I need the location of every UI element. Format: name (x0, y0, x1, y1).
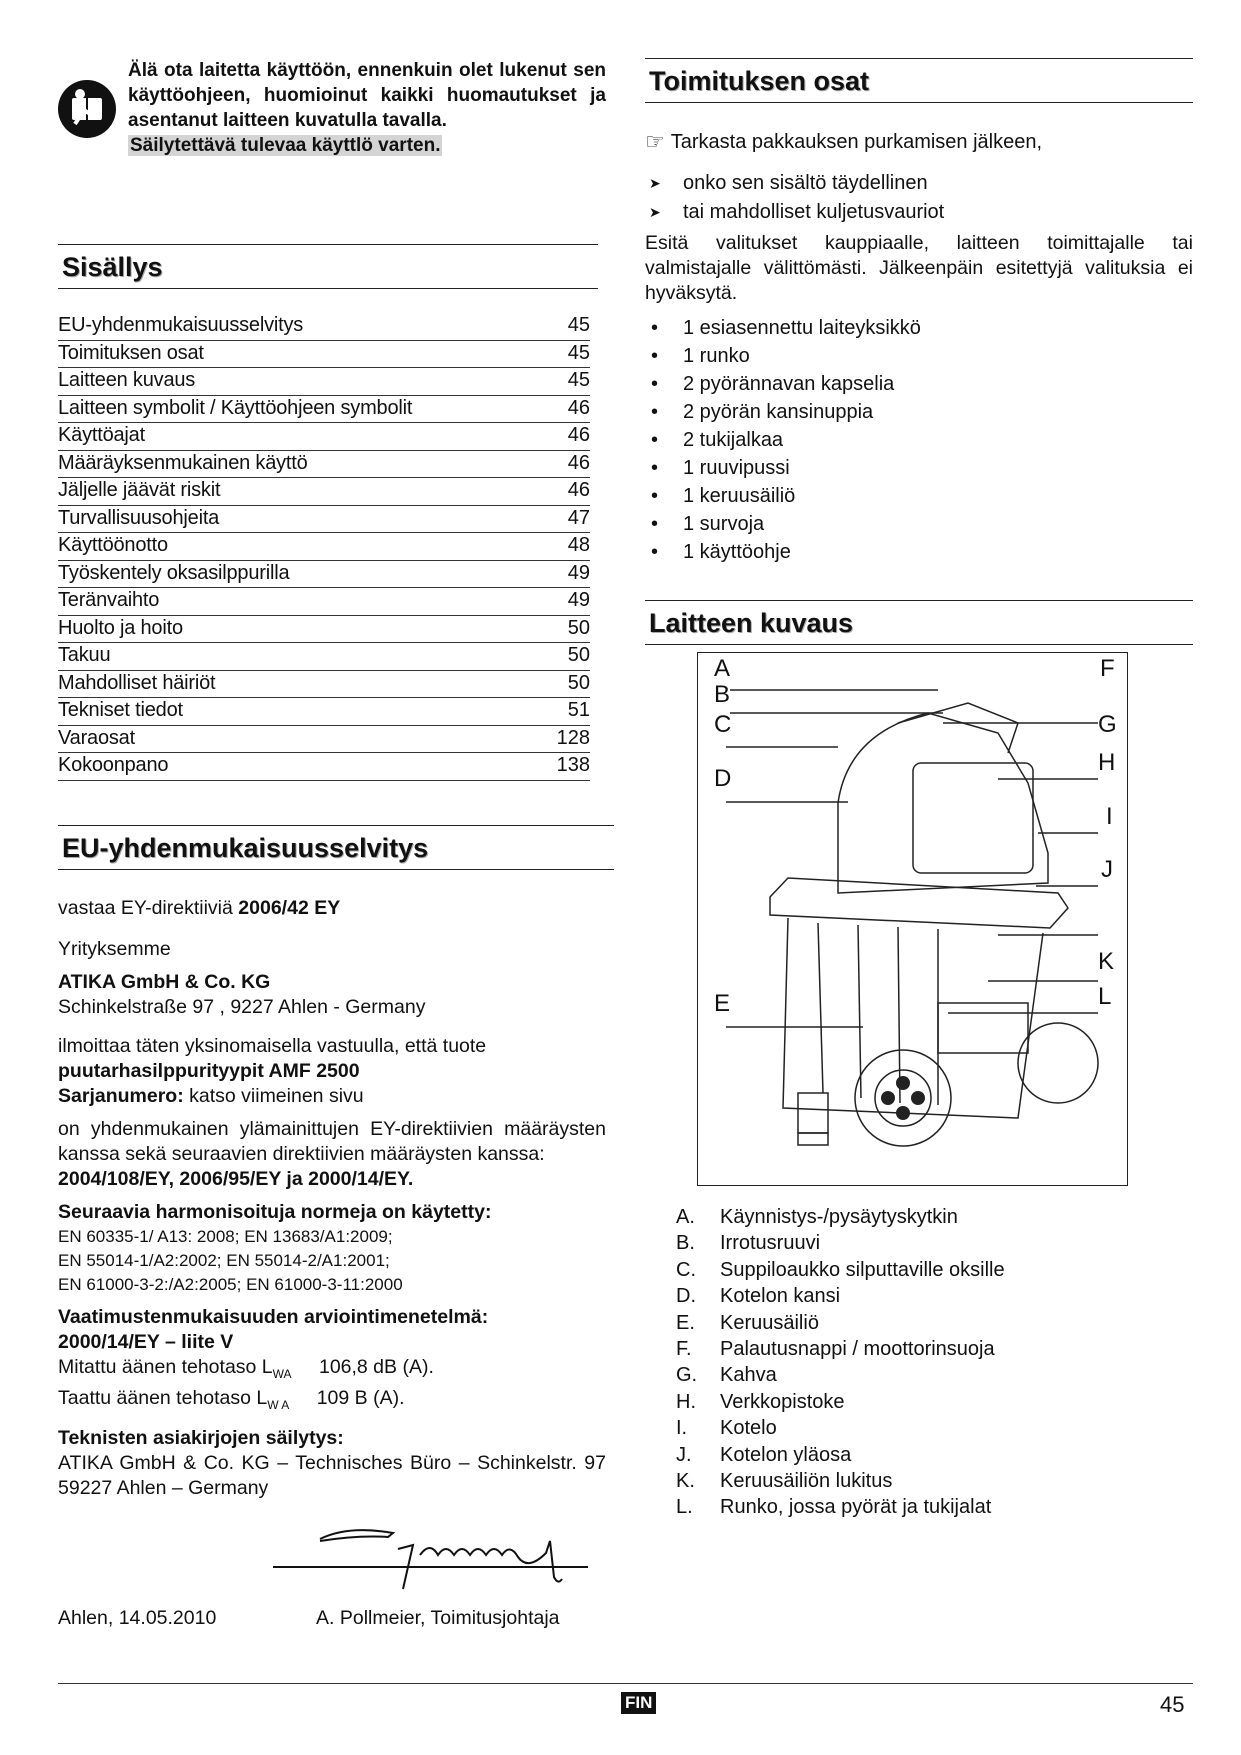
docs-title: Teknisten asiakirjojen säilytys: (58, 1427, 344, 1450)
toc-row[interactable]: Jäljelle jäävät riskit 46 (58, 478, 590, 506)
check-line (645, 129, 1193, 155)
figure-legend (676, 1204, 1005, 1521)
footer-divider (58, 1683, 1193, 1684)
figure-label-h: H (1098, 749, 1116, 776)
toc-row[interactable]: Tekniset tiedot 51 (58, 698, 590, 726)
table-of-contents (58, 313, 590, 781)
shredder-illustration (698, 653, 1129, 1187)
language-badge: FIN (621, 1692, 656, 1714)
read-manual-icon (58, 80, 116, 138)
description-heading: Laitteen kuvaus (645, 600, 1193, 645)
signature-image (58, 1501, 606, 1597)
figure-label-f: F (1100, 655, 1115, 682)
measured-level: Mitattu äänen tehotaso $L_{WA}$ 106,8 dB (A). (58, 1355, 434, 1381)
list-item: D. Kotelon kansi (676, 1285, 841, 1308)
guaranteed-level: Taattu äänen tehotaso $L_{W A}$ 109 B (A). (58, 1387, 405, 1413)
toc-row[interactable]: Käyttöönotto 48 (58, 533, 590, 561)
norms-line: EN 60335-1/ A13: 2008; EN 13683/A1:2009; (58, 1226, 393, 1246)
list-item: B. Irrotusruuvi (676, 1232, 821, 1255)
list-item: L. Runko, jossa pyörät ja tukijalat (676, 1496, 992, 1519)
warning-keep-note: Säilytettävä tulevaa käyttlö varten. (130, 135, 441, 156)
method-value: 2000/14/EY – liite V (58, 1330, 234, 1353)
toc-row[interactable]: Laitteen kuvaus 45 (58, 368, 590, 396)
company-name: ATIKA GmbH & Co. KG (58, 970, 271, 993)
list-item: • 1 ruuvipussi (645, 454, 1193, 482)
figure-label-i: I (1106, 803, 1113, 830)
norms-line: EN 61000-3-2:/A2:2005; EN 61000-3-11:2000 (58, 1274, 403, 1294)
warning-line: Älä ota laitetta käyttöön, ennenkuin olet lukenut sen käyttöohjeen, huomioinut kaikki huomautukset ja asentanut laitteen kuvatulla tavalla. (128, 60, 606, 131)
conform-text: on yhdenmukainen ylämainittujen EY-direktiivien määräysten kanssa sekä seuraavien direktiivien määräysten kanssa: (58, 1117, 606, 1165)
list-item: ➤ tai mahdolliset kuljetusvauriot (645, 198, 1193, 227)
warning-block (58, 58, 606, 168)
place-date: Ahlen, 14.05.2010 (58, 1607, 217, 1630)
delivery-items (645, 314, 1193, 566)
list-item: • 1 käyttöohje (645, 538, 1193, 566)
list-item: • 2 tukijalkaa (645, 426, 1193, 454)
figure-label-a: A (714, 655, 731, 682)
delivery-heading: Toimituksen osat (645, 58, 1193, 103)
list-item: • 1 keruusäiliö (645, 482, 1193, 510)
toc-row[interactable]: Varaosat 128 (58, 726, 590, 754)
list-item: J. Kotelon yläosa (676, 1443, 852, 1466)
signature (58, 1501, 606, 1597)
toc-row[interactable]: Huolto ja hoito 50 (58, 616, 590, 644)
norms-title: Seuraavia harmonisoituja normeja on käytetty: (58, 1200, 492, 1223)
list-item: G. Kahva (676, 1364, 777, 1387)
company-address: Schinkelstraße 97 , 9227 Ahlen - Germany (58, 995, 426, 1018)
toc-row[interactable]: Teränvaihto 49 (58, 588, 590, 616)
product-name: puutarhasilppurityypit AMF 2500 (58, 1059, 360, 1082)
list-item: • 1 runko (645, 342, 1193, 370)
figure-label-d: D (714, 765, 732, 792)
toc-row[interactable]: Määräyksenmukainen käyttö 46 (58, 451, 590, 479)
figure-label-j: J (1101, 856, 1113, 883)
figure-label-b: B (714, 681, 731, 708)
declare-text: ilmoittaa täten yksinomaisella vastuulla, että tuote (58, 1034, 487, 1057)
list-item: K. Keruusäiliön lukitus (676, 1470, 893, 1493)
toc-row[interactable]: Kokoonpano 138 (58, 753, 590, 781)
list-item: I. Kotelo (676, 1417, 777, 1440)
list-item: • 2 pyörän kansinuppia (645, 398, 1193, 426)
directive-line: vastaa EY-direktiiviä 2006/42 EY (58, 896, 341, 919)
figure-label-k: K (1098, 948, 1115, 975)
check-text: Tarkasta pakkauksen purkamisen jälkeen, (670, 130, 1043, 153)
device-figure (697, 652, 1128, 1186)
list-item: A. Käynnistys-/pysäytyskytkin (676, 1206, 958, 1228)
pointing-hand-icon: ☞ (645, 129, 665, 154)
list-item: ➤ onko sen sisältö täydellinen (645, 169, 1193, 198)
list-item: F. Palautusnappi / moottorinsuoja (676, 1338, 995, 1361)
docs-value: ATIKA GmbH & Co. KG – Technisches Büro – Schinkelstr. 97 59227 Ahlen – Germany (58, 1452, 606, 1500)
norms-line: EN 55014-1/A2:2002; EN 55014-2/A1:2001; (58, 1250, 390, 1270)
list-item: • 1 survoja (645, 510, 1193, 538)
sign-footer (58, 1607, 606, 1630)
check-list (645, 169, 1193, 227)
company-intro: Yrityksemme (58, 937, 171, 960)
figure-label-e: E (714, 990, 731, 1017)
method-title: Vaatimustenmukaisuuden arviointimenetelmä: (58, 1305, 489, 1328)
signer-name: A. Pollmeier, Toimitusjohtaja (316, 1607, 560, 1630)
left-column (58, 58, 606, 1630)
eu-declaration (58, 896, 606, 1631)
toc-row[interactable]: Turvallisuusohjeita 47 (58, 506, 590, 534)
figure-label-l: L (1098, 983, 1112, 1010)
warning-text (128, 58, 606, 158)
serial-line: Sarjanumero: katso viimeinen sivu (58, 1084, 364, 1107)
list-item: • 2 pyörännavan kapselia (645, 370, 1193, 398)
toc-row[interactable]: Laitteen symbolit / Käyttöohjeen symbolit 46 (58, 396, 590, 424)
directives-list: 2004/108/EY, 2006/95/EY ja 2000/14/EY. (58, 1167, 414, 1190)
toc-row[interactable]: EU-yhdenmukaisuusselvitys 45 (58, 313, 590, 341)
complaint-text: Esitä valitukset kauppiaalle, laitteen toimittajalle tai valmistajalle välittömästi. Jälkeenpäin esitettyjä valituksia ei hyväksytä. (645, 232, 1193, 304)
list-item: H. Verkkopistoke (676, 1390, 845, 1413)
figure-label-g: G (1098, 711, 1117, 738)
toc-row[interactable]: Toimituksen osat 45 (58, 341, 590, 369)
right-column (645, 58, 1193, 645)
list-item: E. Keruusäiliö (676, 1311, 819, 1334)
toc-row[interactable]: Mahdolliset häiriöt 50 (58, 671, 590, 699)
toc-row[interactable]: Käyttöajat 46 (58, 423, 590, 451)
list-item: C. Suppiloaukko silputtaville oksille (676, 1258, 1005, 1281)
list-item: • 1 esiasennettu laiteyksikkö (645, 314, 1193, 342)
eu-heading: EU-yhdenmukaisuusselvitys (58, 825, 614, 870)
figure-label-c: C (714, 711, 732, 738)
toc-heading: Sisällys (58, 244, 598, 289)
page-number: 45 (1160, 1692, 1185, 1717)
toc-row[interactable]: Takuu 50 (58, 643, 590, 671)
toc-row[interactable]: Työskentely oksasilppurilla 49 (58, 561, 590, 589)
